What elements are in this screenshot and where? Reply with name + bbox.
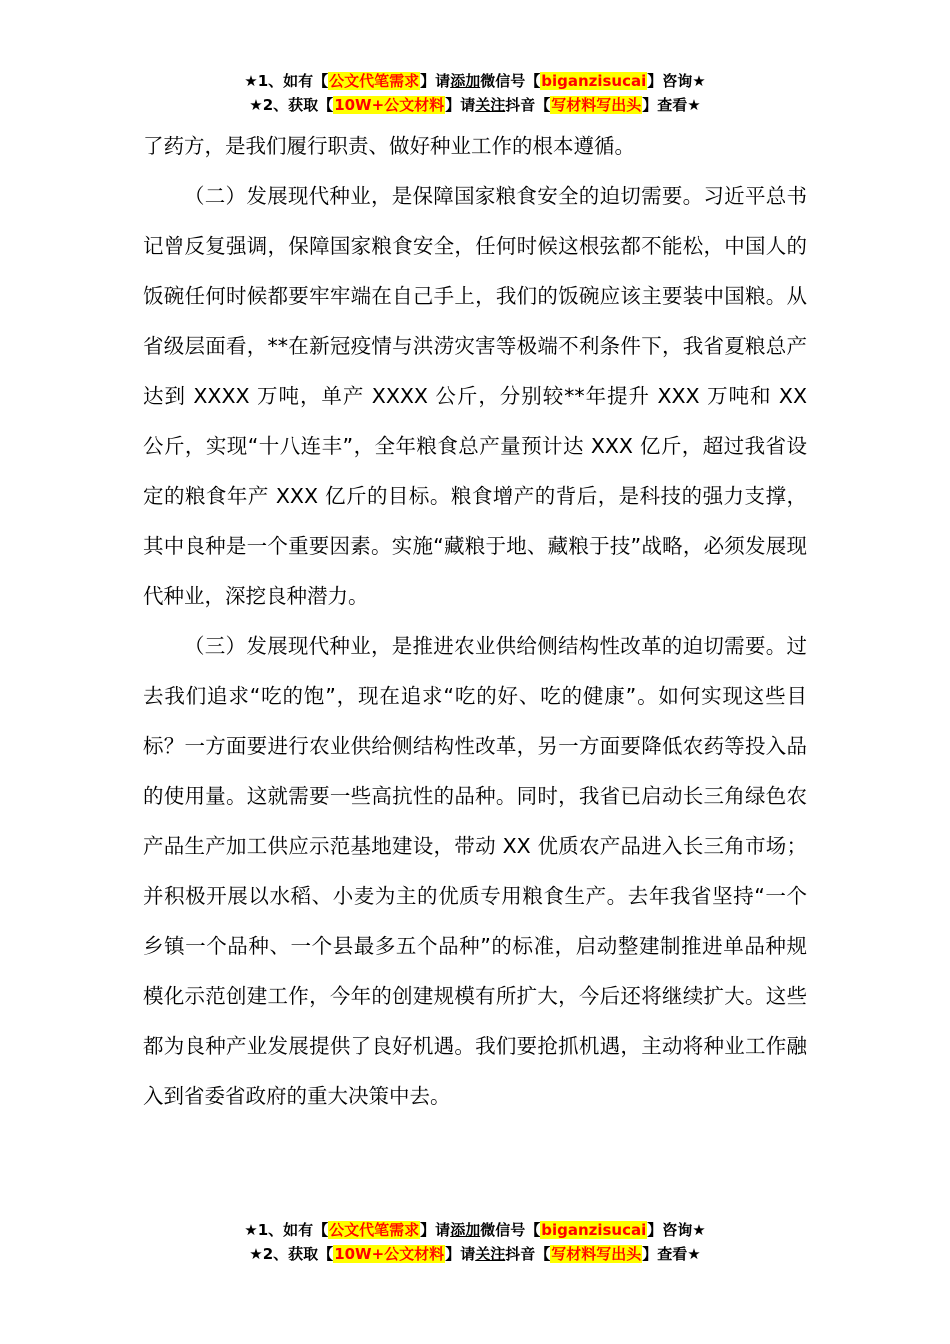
highlight-ghostwriting: 公文代笔需求	[329, 1221, 420, 1239]
paragraph-section-2: （二）发展现代种业，是保障国家粮食安全的迫切需要。习近平总书记曾反复强调，保障国家粮食安全，任何时候这根弦都不能松，中国人的饭碗任何时候都要牢牢端在自己手上，我们的饭碗应该主要装中国粮。从省级层面看，**在新冠疫情与洪涝灾害等极端不利条件下，我省夏粮总产达到 XXXX 万吨，单产 XXXX 公斤，分别较**年提升 XXX 万吨和 XX 公斤，实现“十八连丰”，全年粮食总产量预计达 XXX 亿斤，超过我省设定的粮食年产 XXX 亿斤的目标。粮食增产的背后，是科技的强力支撑，其中良种是一个重要因素。实施“藏粮于地、藏粮于技”战略，必须发展现代种业，深挖良种潜力。	[143, 184, 807, 608]
highlight-wechat-id: biganzisucai	[541, 72, 647, 90]
banner-line-1: ★1、如有【公文代笔需求】请添加微信号【biganzisucai】咨询★	[244, 1221, 706, 1239]
paragraph-section-3: （三）发展现代种业，是推进农业供给侧结构性改革的迫切需要。过去我们追求“吃的饱”，现在追求“吃的好、吃的健康”。如何实现这些目标？一方面要进行农业供给侧结构性改革，另一方面要降低农药等投入品的使用量。这就需要一些高抗性的品种。同时，我省已启动长三角绿色农产品生产加工供应示范基地建设，带动 XX 优质农产品进入长三角市场；并积极开展以水稻、小麦为主的优质专用粮食生产。去年我省坚持“一个乡镇一个品种、一个县最多五个品种”的标准，启动整建制推进单品种规模化示范创建工作，今年的创建规模有所扩大，今后还将继续扩大。这些都为良种产业发展提供了良好机遇。我们要抢抓机遇，主动将种业工作融入到省委省政府的重大决策中去。	[143, 634, 807, 1108]
highlight-ghostwriting: 公文代笔需求	[329, 72, 420, 90]
paragraph-continuation: 了药方，是我们履行职责、做好种业工作的根本遵循。	[143, 134, 635, 158]
banner-line-2: ★2、获取【10W+公文材料】请关注抖音【写材料写出头】查看★	[249, 96, 701, 114]
highlight-douyin-id: 写材料写出头	[551, 1245, 642, 1263]
document-body	[143, 121, 807, 1121]
banner-line-2: ★2、获取【10W+公文材料】请关注抖音【写材料写出头】查看★	[249, 1245, 701, 1263]
highlight-wechat-id: biganzisucai	[541, 1221, 647, 1239]
star-icon: ★	[249, 96, 263, 114]
highlight-materials: 10W+公文材料	[334, 96, 445, 114]
highlight-materials: 10W+公文材料	[334, 1245, 445, 1263]
header-banner	[0, 69, 950, 117]
footer-banner	[0, 1218, 950, 1266]
highlight-douyin-id: 写材料写出头	[551, 96, 642, 114]
star-icon: ★	[244, 72, 258, 90]
banner-line-1: ★1、如有【公文代笔需求】请添加微信号【biganzisucai】咨询★	[244, 72, 706, 90]
star-icon: ★	[244, 1221, 258, 1239]
star-icon: ★	[249, 1245, 263, 1263]
